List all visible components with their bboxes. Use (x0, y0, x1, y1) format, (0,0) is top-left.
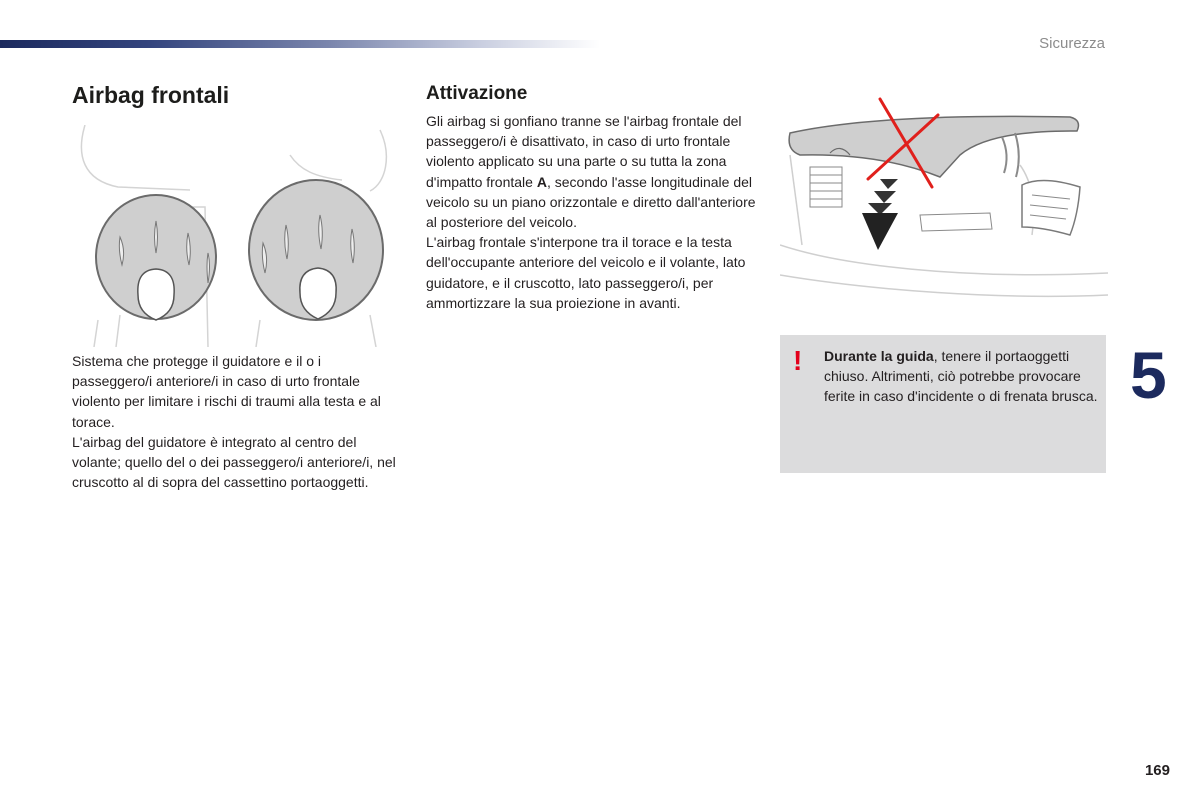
section-heading-attivazione: Attivazione (426, 83, 528, 104)
left-column-text (72, 351, 402, 492)
left-paragraph-1: Sistema che protegge il guidatore e il o i passeggero/i anteriore/i in caso di urto frontale violento per limitare i rischi di traumi alla testa e al torace. (72, 353, 381, 430)
center-vent-drawing (810, 167, 992, 231)
glovebox-drawing (789, 116, 1078, 177)
driver-airbag-drawing (96, 195, 216, 320)
middle-paragraph-1: Gli airbag si gonfiano tranne se l'airbag frontale del passeggero/i è disattivato, in caso di urto frontale violento applicato su una parte o su tutta la zona d'impatto frontale A, secondo l'asse longitudinale del veicolo su un piano orizzontale e diretto dall'anteriore al posteriore del veicolo. (426, 113, 756, 231)
warning-text: Durante la guida, tenere il portaoggetti chiuso. Altrimenti, ciò potrebbe provocare ferite in caso d'incidente o di frenata brusca. (824, 348, 1098, 405)
passenger-airbag-drawing (249, 180, 383, 320)
left-paragraph-2: L'airbag del guidatore è integrato al centro del volante; quello del o dei passeggero/i anteriore/i, nel cruscotto al di sopra del cassettino portaoggetti. (72, 433, 396, 491)
chapter-number: 5 (1130, 338, 1167, 412)
middle-paragraph-2: L'airbag frontale s'interpone tra il torace e la testa dell'occupante anteriore del veicolo e il volante, lato guidatore, e il cruscotto, lato passeggero/i, per ammortizzare la sua proiezione in avanti. (426, 234, 746, 311)
warning-box (780, 335, 1106, 473)
air-vent-drawing (1022, 180, 1080, 235)
dashboard-illustration (780, 95, 1108, 307)
page-title: Airbag frontali (72, 82, 230, 108)
warning-icon: ! (793, 345, 803, 376)
header-gradient-bar (0, 40, 600, 48)
section-title: Sicurezza (1039, 35, 1105, 52)
airbag-illustration (80, 125, 392, 347)
middle-column-text (426, 111, 761, 313)
impact-arrow-icon (862, 179, 898, 250)
page-number: 169 (1144, 762, 1170, 779)
